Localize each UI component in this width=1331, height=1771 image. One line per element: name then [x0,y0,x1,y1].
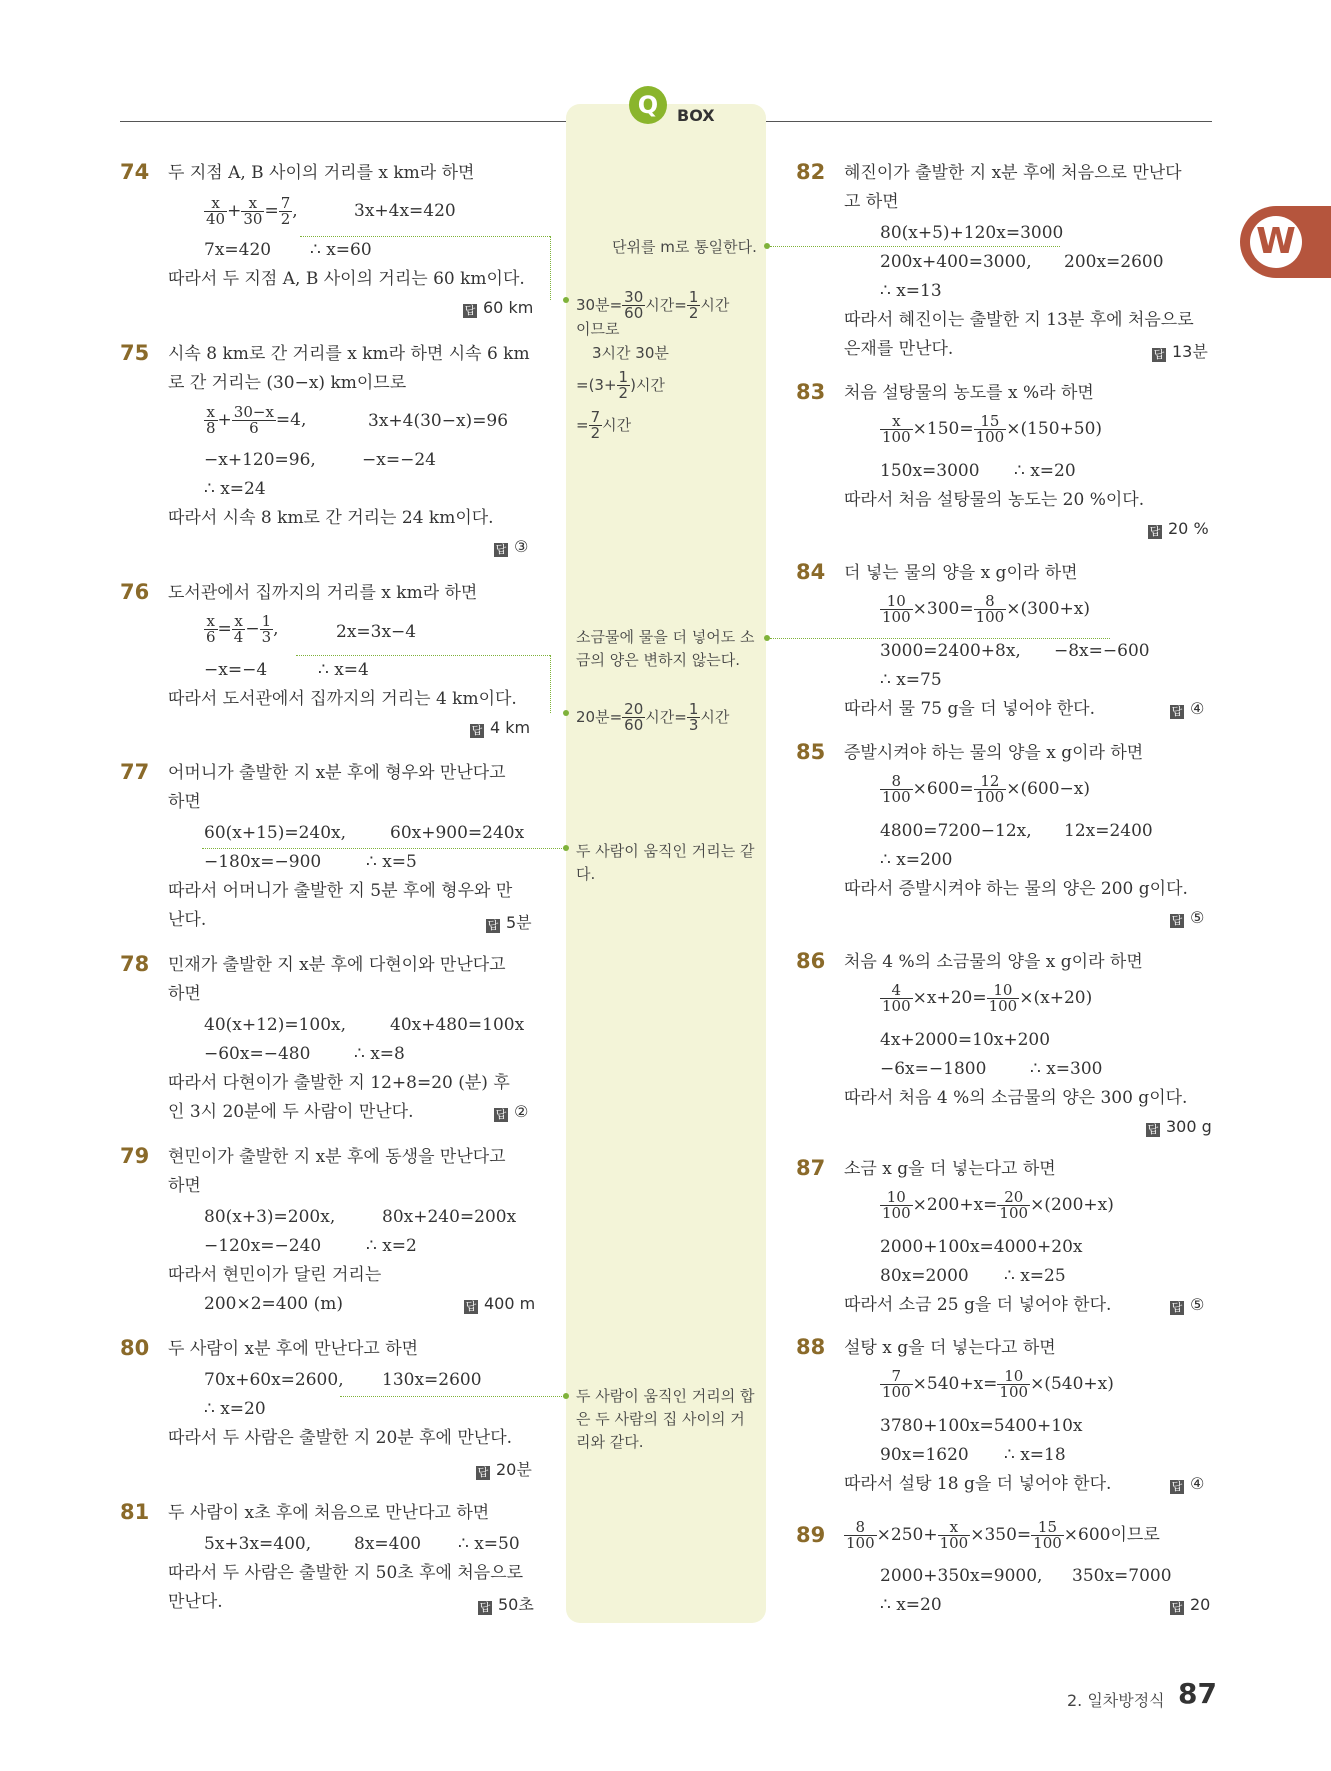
conclusion: 따라서 두 지점 A, B 사이의 거리는 60 km이다. [168,269,525,289]
equation: 40(x+12)=100x, [204,1015,347,1035]
problem-number: 86 [796,949,826,973]
conclusion: 만난다. [168,1592,223,1612]
connector-dot [563,710,569,716]
equation: 3x+4x=420 [354,201,456,221]
equation: ∴ x=2 [366,1236,417,1256]
equation: ∴ x=4 [318,660,369,680]
equation: 3780+100x=5400+10x [880,1416,1083,1436]
conclusion: 따라서 두 사람은 출발한 지 20분 후에 만난다. [168,1428,513,1448]
equation: 350x=7000 [1072,1566,1172,1586]
equation: 200×2=400 (m) [204,1294,343,1314]
equation: 4800=7200−12x, [880,821,1032,841]
problem-text: 로 간 거리는 (30−x) km이므로 [168,373,407,393]
qbox-label: BOX [677,106,715,125]
equation: 4x+2000=10x+200 [880,1030,1051,1050]
problem-text: 하면 [168,1176,201,1196]
connector-dot [563,1393,569,1399]
equation: ∴ x=8 [354,1044,405,1064]
conclusion: 따라서 처음 설탕물의 농도는 20 %이다. [844,490,1145,510]
connector [550,236,551,300]
equation: 12x=2400 [1064,821,1153,841]
answer: 답 ④ [1171,1474,1205,1493]
connector-dot [563,845,569,851]
problem-text: 두 지점 A, B 사이의 거리를 x km라 하면 [168,163,475,183]
note-unit: 단위를 m로 통일한다. [612,238,757,256]
conclusion: 따라서 설탕 18 g을 더 넣어야 한다. [844,1474,1112,1494]
connector-dot [563,297,569,303]
problem-number: 79 [120,1144,150,1168]
equation: $\frac{8}{100}$ ×250+ $\frac{x}{100}$ ×350= $\frac{15}{100}$ ×600이므로 [846,1518,1160,1552]
note-time-4: =(3+ $\frac{1}{2}$ )시간 [576,368,665,402]
note-time-5: = $\frac{7}{2}$ 시간 [576,408,632,442]
answer: 답 5분 [487,913,532,932]
problem-text: 소금 x g을 더 넣는다고 하면 [844,1159,1056,1179]
equation: 2x=3x−4 [336,622,417,642]
equation: $\frac{7}{100}$ ×540+x= $\frac{10}{100}$ ×(540+x) [882,1367,1114,1401]
equation: ∴ x=20 [204,1399,266,1419]
note-distance-2: 다. [576,865,596,883]
connector [340,1396,564,1397]
equation: ∴ x=18 [1004,1445,1066,1465]
equation: ∴ x=25 [1004,1266,1066,1286]
connector [770,246,1060,247]
problem-number: 84 [796,560,826,584]
problem-number: 76 [120,580,150,604]
problem-text: 현민이가 출발한 지 x분 후에 동생을 만난다고 [168,1147,506,1167]
equation: ∴ x=60 [310,240,372,260]
problem-text: 혜진이가 출발한 지 x분 후에 처음으로 만난다 [844,163,1182,183]
equation: 90x=1620 [880,1445,969,1465]
note-salt-2: 금의 양은 변하지 않는다. [576,651,740,669]
equation: ∴ x=5 [366,852,417,872]
conclusion: 따라서 증발시켜야 하는 물의 양은 200 g이다. [844,879,1188,899]
problem-number: 82 [796,160,826,184]
connector [296,655,550,656]
equation: −x=−4 [204,660,268,680]
problem-number: 81 [120,1500,150,1524]
answer: 답 ④ [1171,699,1205,718]
answer: 답 ② [495,1102,529,1121]
equation: −x+120=96, [204,450,316,470]
equation: −6x=−1800 [880,1059,987,1079]
equation: 7x=420 [204,240,272,260]
answer: 답 60 km [464,298,534,317]
answer: 답 ③ [495,537,529,556]
equation: $\frac{x}{8}$ + $\frac{30-x}{6}$ =4, [206,403,307,437]
equation: $\frac{10}{100}$ ×300= $\frac{8}{100}$ ×(300+x) [882,592,1091,626]
equation: 40x+480=100x [390,1015,525,1035]
answer: 답 50초 [479,1595,534,1614]
problem-number: 88 [796,1335,826,1359]
equation: 130x=2600 [382,1370,482,1390]
conclusion: 따라서 혜진이는 출발한 지 13분 후에 처음으로 [844,310,1194,330]
connector [550,655,551,713]
equation: 150x=3000 [880,461,980,481]
problem-text: 더 넣는 물의 양을 x g이라 하면 [844,563,1078,583]
equation: ∴ x=200 [880,850,953,870]
conclusion: 따라서 처음 4 %의 소금물의 양은 300 g이다. [844,1088,1188,1108]
problem-text: 시속 8 km로 간 거리를 x km라 하면 시속 6 km [168,344,530,364]
equation: 60(x+15)=240x, [204,823,347,843]
w-logo [1240,206,1331,278]
equation: ∴ x=75 [880,670,942,690]
note-sum-3: 리와 같다. [576,1433,644,1451]
equation: 2000+350x=9000, [880,1566,1043,1586]
note-salt-1: 소금물에 물을 더 넣어도 소 [576,628,755,646]
conclusion: 따라서 두 사람은 출발한 지 50초 후에 처음으로 [168,1563,524,1583]
problem-number: 85 [796,740,826,764]
answer: 답 13분 [1153,342,1208,361]
answer: 답 20 [1171,1595,1211,1614]
note-time-20: 20분= $\frac{20}{60}$ 시간= $\frac{1}{3}$ 시간 [576,700,730,734]
problem-text: 처음 설탕물의 농도를 x %라 하면 [844,383,1094,403]
equation: 3000=2400+8x, [880,641,1021,661]
problem-number: 78 [120,952,150,976]
equation: 80(x+5)+120x=3000 [880,223,1064,243]
equation: 200x=2600 [1064,252,1164,272]
conclusion: 따라서 물 75 g을 더 넣어야 한다. [844,699,1095,719]
equation: ∴ x=13 [880,281,942,301]
equation: $\frac{10}{100}$ ×200+x= $\frac{20}{100}$ ×(200+x) [882,1188,1114,1222]
problem-number: 87 [796,1156,826,1180]
equation: 80x=2000 [880,1266,969,1286]
equation: ∴ x=24 [204,479,266,499]
problem-text: 증발시켜야 하는 물의 양을 x g이라 하면 [844,743,1144,763]
equation: ∴ x=50 [458,1534,520,1554]
conclusion: 따라서 도서관에서 집까지의 거리는 4 km이다. [168,689,517,709]
problem-text: 처음 4 %의 소금물의 양을 x g이라 하면 [844,952,1143,972]
connector [300,236,550,237]
equation: ∴ x=300 [1030,1059,1103,1079]
note-sum-1: 두 사람이 움직인 거리의 합 [576,1387,755,1405]
equation: −120x=−240 [204,1236,322,1256]
connector [770,638,1110,639]
problem-text: 설탕 x g을 더 넣는다고 하면 [844,1338,1056,1358]
equation: ∴ x=20 [880,1595,942,1615]
qbox-badge-icon: Q [629,86,667,124]
problem-text: 어머니가 출발한 지 x분 후에 형우와 만난다고 [168,763,506,783]
equation: $\frac{8}{100}$ ×600= $\frac{12}{100}$ ×(600−x) [882,772,1091,806]
page-number: 87 [1178,1677,1217,1710]
problem-text: 두 사람이 x초 후에 처음으로 만난다고 하면 [168,1503,490,1523]
equation: −x=−24 [362,450,436,470]
equation: −180x=−900 [204,852,322,872]
problem-number: 83 [796,380,826,404]
problem-text: 도서관에서 집까지의 거리를 x km라 하면 [168,583,478,603]
conclusion: 따라서 시속 8 km로 간 거리는 24 km이다. [168,508,494,528]
problem-number: 89 [796,1523,826,1547]
equation: $\frac{x}{6}$ = $\frac{x}{4}$ − $\frac{1}{3}$ , [206,612,279,646]
equation: 80(x+3)=200x, [204,1207,336,1227]
problem-text: 두 사람이 x분 후에 만난다고 하면 [168,1339,419,1359]
equation: −8x=−600 [1054,641,1150,661]
answer: 답 20분 [477,1460,532,1479]
answer: 답 ⑤ [1171,908,1205,927]
connector [202,848,564,849]
equation: 80x+240=200x [382,1207,517,1227]
problem-number: 80 [120,1336,150,1360]
equation: $\frac{x}{40}$ + $\frac{x}{30}$ = $\frac{7}{2}$ , [206,194,298,228]
conclusion: 은재를 만난다. [844,339,954,359]
connector-dot [764,243,770,249]
answer: 답 300 g [1147,1117,1212,1136]
equation: −60x=−480 [204,1044,311,1064]
note-distance-1: 두 사람이 움직인 거리는 같 [576,842,755,860]
conclusion: 난다. [168,910,207,930]
equation: ∴ x=20 [1014,461,1076,481]
problem-text: 고 하면 [844,192,899,212]
equation: $\frac{4}{100}$ ×x+20= $\frac{10}{100}$ ×(x+20) [882,981,1093,1015]
problem-text: 민재가 출발한 지 x분 후에 다현이와 만난다고 [168,955,506,975]
equation: 5x+3x=400, [204,1534,312,1554]
connector-dot [764,635,770,641]
problem-text: 하면 [168,792,201,812]
problem-number: 75 [120,341,150,365]
note-time-2: 이므로 [576,320,620,338]
conclusion: 따라서 어머니가 출발한 지 5분 후에 형우와 만 [168,881,513,901]
answer: 답 4 km [471,718,531,737]
note-time-3: 3시간 30분 [592,344,669,362]
equation: 70x+60x=2600, [204,1370,344,1390]
conclusion: 따라서 소금 25 g을 더 넣어야 한다. [844,1295,1112,1315]
equation: 8x=400 [354,1534,422,1554]
equation: 200x+400=3000, [880,252,1032,272]
chapter-label: 2. 일차방정식 [1067,1691,1165,1710]
problem-number: 74 [120,160,150,184]
answer: 답 ⑤ [1171,1295,1205,1314]
equation: 60x+900=240x [390,823,525,843]
answer: 답 20 % [1149,519,1209,538]
note-time-1: 30분= $\frac{30}{60}$ 시간= $\frac{1}{2}$ 시간 [576,288,730,322]
problem-text: 하면 [168,984,201,1004]
equation: $\frac{x}{100}$ ×150= $\frac{15}{100}$ ×(150+50) [882,412,1103,446]
equation: 2000+100x=4000+20x [880,1237,1083,1257]
problem-number: 77 [120,760,150,784]
equation: 3x+4(30−x)=96 [368,411,509,431]
w-logo-letter: W [1250,216,1302,268]
conclusion: 따라서 현민이가 달린 거리는 [168,1265,382,1285]
answer: 답 400 m [465,1294,536,1313]
note-sum-2: 은 두 사람의 집 사이의 거 [576,1410,745,1428]
conclusion: 따라서 다현이가 출발한 지 12+8=20 (분) 후 [168,1073,510,1093]
conclusion: 인 3시 20분에 두 사람이 만난다. [168,1102,414,1122]
